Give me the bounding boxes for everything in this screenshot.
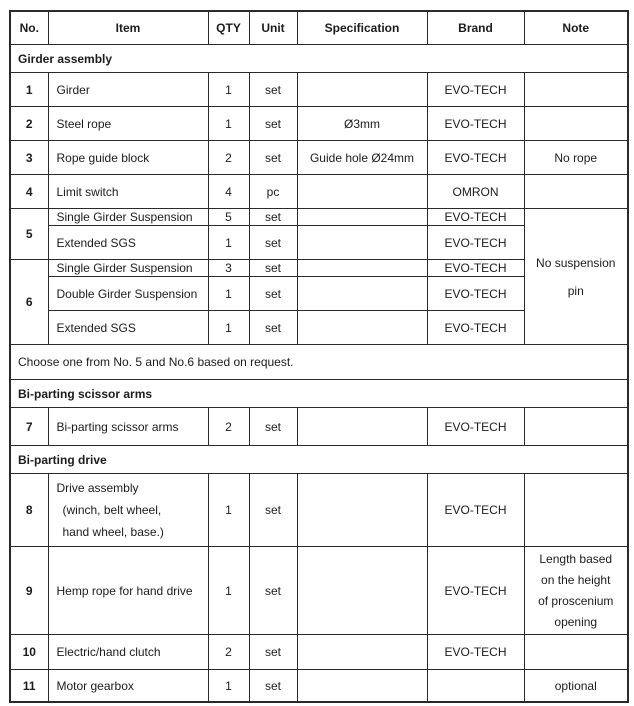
cell-no: 10 xyxy=(10,635,48,670)
cell-note xyxy=(524,175,628,209)
cell-item: Single Girder Suspension xyxy=(48,260,208,277)
cell-unit: set xyxy=(249,474,297,547)
table-row xyxy=(10,209,628,226)
cell-qty: 4 xyxy=(208,175,249,209)
cell-qty: 2 xyxy=(208,635,249,670)
parts-table xyxy=(9,10,629,703)
cell-brand: EVO-TECH xyxy=(427,209,524,226)
cell-qty: 1 xyxy=(208,107,249,141)
cell-note: optional xyxy=(524,670,628,703)
col-header-no: No. xyxy=(10,11,48,45)
cell-item: Rope guide block xyxy=(48,141,208,175)
cell-item: Hemp rope for hand drive xyxy=(48,547,208,635)
cell-item: Double Girder Suspension xyxy=(48,277,208,311)
cell-qty: 3 xyxy=(208,260,249,277)
cell-spec xyxy=(297,226,427,260)
col-header-spec: Specification xyxy=(297,11,427,45)
cell-item: Single Girder Suspension xyxy=(48,209,208,226)
table-row xyxy=(10,408,628,446)
cell-spec xyxy=(297,635,427,670)
cell-unit: set xyxy=(249,547,297,635)
cell-qty: 1 xyxy=(208,474,249,547)
table-row xyxy=(10,474,628,547)
cell-note xyxy=(524,107,628,141)
cell-spec xyxy=(297,73,427,107)
cell-qty: 1 xyxy=(208,311,249,345)
section-title: Bi-parting drive xyxy=(10,446,628,474)
cell-note xyxy=(524,474,628,547)
cell-note xyxy=(524,73,628,107)
cell-qty: 1 xyxy=(208,277,249,311)
cell-unit: set xyxy=(249,141,297,175)
cell-brand: EVO-TECH xyxy=(427,408,524,446)
cell-spec xyxy=(297,311,427,345)
cell-brand: EVO-TECH xyxy=(427,73,524,107)
cell-unit: set xyxy=(249,226,297,260)
cell-no: 4 xyxy=(10,175,48,209)
cell-no: 3 xyxy=(10,141,48,175)
cell-brand: OMRON xyxy=(427,175,524,209)
cell-spec xyxy=(297,277,427,311)
cell-brand: EVO-TECH xyxy=(427,141,524,175)
note-line: No suspension xyxy=(536,255,616,270)
cell-unit: set xyxy=(249,277,297,311)
note-line: on the height xyxy=(541,572,611,587)
cell-spec xyxy=(297,547,427,635)
item-line: hand wheel, base.) xyxy=(62,525,164,539)
table-row xyxy=(10,73,628,107)
note-line: opening xyxy=(554,614,598,629)
cell-brand: EVO-TECH xyxy=(427,311,524,345)
cell-brand: EVO-TECH xyxy=(427,474,524,547)
choose-note-text: Choose one from No. 5 and No.6 based on request. xyxy=(10,345,628,380)
cell-item: Girder xyxy=(48,73,208,107)
table-row xyxy=(10,670,628,703)
table-row xyxy=(10,141,628,175)
cell-spec xyxy=(297,670,427,703)
cell-item: Extended SGS xyxy=(48,226,208,260)
col-header-qty: QTY xyxy=(208,11,249,45)
table-header-row xyxy=(10,11,628,45)
cell-spec xyxy=(297,408,427,446)
cell-qty: 1 xyxy=(208,670,249,703)
cell-note: No rope xyxy=(524,141,628,175)
col-header-note: Note xyxy=(524,11,628,45)
col-header-item: Item xyxy=(48,11,208,45)
cell-spec xyxy=(297,474,427,547)
item-line: Drive assembly xyxy=(56,481,139,495)
cell-item: Extended SGS xyxy=(48,311,208,345)
cell-item: Electric/hand clutch xyxy=(48,635,208,670)
cell-no: 8 xyxy=(10,474,48,547)
cell-note-merged xyxy=(524,209,628,345)
cell-spec xyxy=(297,175,427,209)
cell-qty: 5 xyxy=(208,209,249,226)
cell-brand: EVO-TECH xyxy=(427,226,524,260)
col-header-unit: Unit xyxy=(249,11,297,45)
note-line: of proscenium xyxy=(538,593,614,608)
cell-qty: 2 xyxy=(208,141,249,175)
cell-no: 11 xyxy=(10,670,48,703)
cell-note xyxy=(524,635,628,670)
cell-spec: Ø3mm xyxy=(297,107,427,141)
table-row xyxy=(10,107,628,141)
cell-unit: set xyxy=(249,73,297,107)
choose-note-row xyxy=(10,345,628,380)
cell-no: 7 xyxy=(10,408,48,446)
cell-no: 6 xyxy=(10,260,48,345)
cell-unit: set xyxy=(249,107,297,141)
table-row xyxy=(10,175,628,209)
cell-no: 9 xyxy=(10,547,48,635)
cell-unit: set xyxy=(249,209,297,226)
note-line: Length based xyxy=(539,551,613,566)
cell-brand: EVO-TECH xyxy=(427,277,524,311)
cell-qty: 1 xyxy=(208,226,249,260)
cell-spec: Guide hole Ø24mm xyxy=(297,141,427,175)
cell-spec xyxy=(297,260,427,277)
cell-note-multiline xyxy=(524,547,628,635)
parts-table-sheet xyxy=(9,10,629,703)
cell-unit: set xyxy=(249,635,297,670)
section-row-bi-parting-scissor-arms xyxy=(10,380,628,408)
cell-brand: EVO-TECH xyxy=(427,547,524,635)
cell-unit: set xyxy=(249,408,297,446)
note-line: pin xyxy=(567,283,584,298)
cell-item: Steel rope xyxy=(48,107,208,141)
cell-brand: EVO-TECH xyxy=(427,635,524,670)
section-title: Bi-parting scissor arms xyxy=(10,380,628,408)
cell-brand: EVO-TECH xyxy=(427,107,524,141)
cell-brand xyxy=(427,670,524,703)
cell-unit: set xyxy=(249,311,297,345)
cell-no: 2 xyxy=(10,107,48,141)
cell-unit: set xyxy=(249,260,297,277)
cell-qty: 2 xyxy=(208,408,249,446)
section-row-girder-assembly xyxy=(10,45,628,73)
cell-no: 1 xyxy=(10,73,48,107)
cell-unit: pc xyxy=(249,175,297,209)
cell-qty: 1 xyxy=(208,547,249,635)
cell-spec xyxy=(297,209,427,226)
cell-qty: 1 xyxy=(208,73,249,107)
cell-item-multiline xyxy=(48,474,208,547)
item-line: (winch, belt wheel, xyxy=(62,503,162,517)
cell-brand: EVO-TECH xyxy=(427,260,524,277)
col-header-brand: Brand xyxy=(427,11,524,45)
cell-item: Limit switch xyxy=(48,175,208,209)
table-row xyxy=(10,547,628,635)
cell-item: Bi-parting scissor arms xyxy=(48,408,208,446)
cell-no: 5 xyxy=(10,209,48,260)
cell-unit: set xyxy=(249,670,297,703)
cell-note xyxy=(524,408,628,446)
section-title: Girder assembly xyxy=(10,45,628,73)
section-row-bi-parting-drive xyxy=(10,446,628,474)
table-row xyxy=(10,635,628,670)
cell-item: Motor gearbox xyxy=(48,670,208,703)
